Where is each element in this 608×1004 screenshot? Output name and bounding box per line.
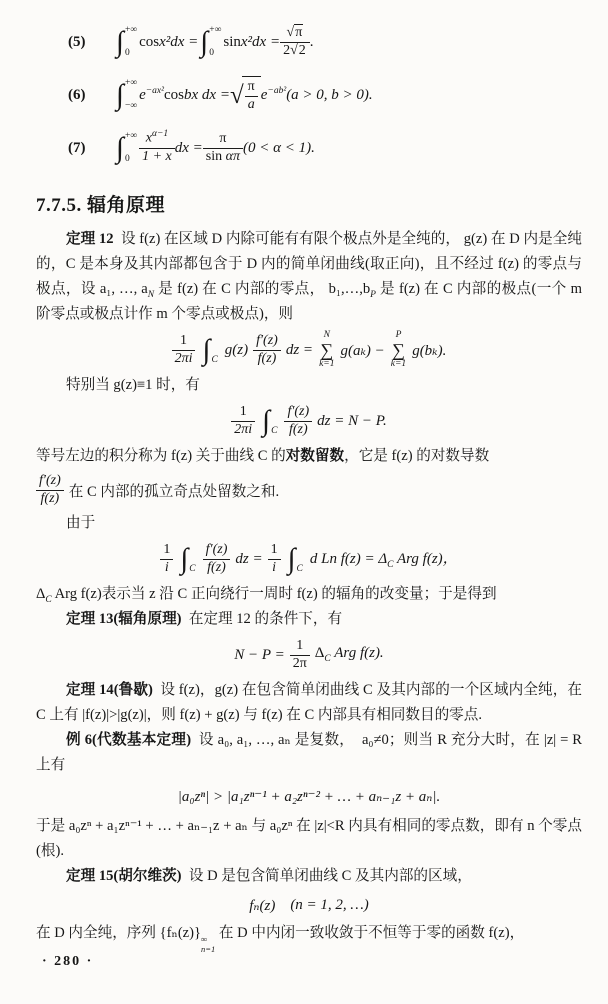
integral-sign: ∫ — [116, 25, 124, 58]
sigma-sign: ∑ — [392, 340, 405, 360]
fraction — [268, 542, 281, 577]
special-case-text: 特别当 g(z)≡1 时，有 — [66, 377, 200, 393]
sqrt-sign: √ — [286, 24, 295, 40]
text: Arg f(z)表示当 z 沿 C 正向绕行一周时 f(z) 的辐角的改变量；于是得到 — [51, 586, 497, 602]
arg-change-formula — [36, 539, 582, 579]
n-minus-p-integral-formula — [36, 401, 582, 441]
text: Arg f(z). — [330, 645, 384, 662]
argument-principle-formula — [36, 635, 582, 675]
fraction-denominator: i — [164, 559, 169, 575]
equals-part: dz = — [235, 550, 263, 567]
integral-sign: ∫ — [202, 333, 211, 366]
sum-upper: N — [323, 329, 330, 340]
example-6-conclusion-paragraph — [36, 814, 582, 864]
fraction-denominator: 2πi — [234, 421, 253, 437]
sin-function: sin — [205, 148, 223, 164]
fraction-numerator: π — [203, 131, 243, 149]
theorem-15-continuation-paragraph — [36, 921, 582, 955]
integral-sign: ∫ — [200, 25, 209, 58]
fraction-denominator: 2πi — [174, 350, 193, 366]
theorem-12-text: 设 f(z) 在区域 D 内除可能有有限个极点外是全纯的， g(z) 在 D 内是全纯的，C 是本身及其内部都包含于 D 内的简单闭曲线(取正向)，且不经过 f(z) 的零点与极点，设 a₁, …, a — [36, 231, 582, 297]
subscript-P: P — [370, 289, 376, 300]
integral — [116, 26, 137, 59]
delta-symbol: Δ — [314, 645, 325, 662]
fraction-denominator — [203, 149, 243, 166]
example-6-label: 例 6(代数基本定理) — [66, 732, 192, 748]
fraction — [253, 333, 281, 368]
fraction-numerator: f′(z) — [253, 333, 281, 351]
fraction-numerator: f′(z) — [36, 473, 64, 491]
fraction-denominator: 1 + x — [142, 148, 172, 164]
integral-sign: ∫ — [287, 542, 296, 575]
text: 于是 a₀zⁿ + a₁zⁿ⁻¹ + … + aₙ₋₁z + aₙ 与 a₀zⁿ 在 |z|<R 内具有相同的零点数，即有 n 个零点(根). — [36, 818, 582, 859]
sin-argument: απ — [225, 148, 241, 164]
fraction-numerator: 1 — [172, 333, 196, 351]
term: g(aₖ) − — [340, 342, 385, 359]
x-base: x — [145, 131, 152, 147]
term: g(bₖ). — [412, 342, 447, 359]
bold-term-log-residue: 对数留数 — [285, 448, 345, 464]
integral-sign: ∫ — [116, 78, 124, 111]
exponent: −ax² — [145, 85, 164, 96]
page-number: · 280 · — [42, 954, 94, 969]
sub-n-equals-1: n=1 — [201, 943, 216, 954]
theorem-15-text: 设 D 是包含简单闭曲线 C 及其内部的区域， — [181, 868, 472, 884]
g-of-z: g(z) — [224, 341, 249, 358]
theorem-13-label: 定理 13(辐角原理) — [66, 611, 182, 627]
exp-term — [139, 87, 164, 104]
fraction-numerator: f′(z) — [203, 542, 231, 560]
cos-function: cos — [139, 33, 160, 50]
fn-term: fₙ(z) — [249, 897, 276, 914]
integral-limits — [211, 335, 217, 365]
fraction — [203, 131, 243, 166]
upper-limit: +∞ — [124, 24, 138, 35]
fraction — [280, 25, 310, 60]
fraction — [172, 333, 196, 368]
fraction-denominator: a — [247, 97, 255, 112]
integral-sign: ∫ — [262, 404, 271, 437]
text: ，它是 f(z) 的对数导数 — [344, 448, 490, 464]
polynomial-inequality-formula — [36, 781, 582, 811]
integrand: x²dx = — [159, 33, 199, 50]
log-residue-paragraph-line2 — [36, 469, 582, 511]
integral-sign: ∫ — [116, 131, 124, 164]
text: Arg f(z)， — [393, 551, 458, 568]
condition: (a > 0, b > 0). — [286, 86, 373, 103]
index-condition: (n = 1, 2, …) — [290, 896, 369, 913]
theorem-13-line — [36, 607, 582, 632]
special-case-line — [36, 373, 582, 398]
lower-limit: −∞ — [124, 101, 138, 111]
radicand: 2 — [298, 42, 306, 58]
theorem-14-paragraph — [36, 678, 582, 728]
upper-limit: +∞ — [124, 130, 138, 141]
lower-limit: 0 — [124, 48, 130, 58]
integrand: bx dx = — [184, 86, 230, 103]
contour-integral — [262, 406, 277, 436]
delta-symbol: Δ — [36, 586, 46, 602]
equals-part: dz = N − P. — [317, 412, 387, 429]
fraction-numerator — [139, 130, 175, 148]
upper-limit: +∞ — [209, 24, 222, 35]
integral-limits — [125, 132, 137, 165]
theorem-12-text: 是 f(z) 在 C 内部的零点， b₁,…,b — [154, 281, 371, 297]
fraction — [203, 542, 231, 577]
integrand: dx = — [174, 139, 203, 156]
fraction-denominator: f(z) — [288, 421, 308, 437]
section-heading: 7.7.5. 辐角原理 — [36, 195, 166, 216]
example-6-paragraph — [36, 728, 582, 778]
sup-infinity: ∞ — [201, 934, 208, 944]
fraction — [36, 473, 64, 508]
text: d Ln f(z) = Δ — [309, 551, 388, 568]
formula-7 — [36, 126, 582, 170]
fraction — [284, 404, 312, 439]
integral-limits — [125, 26, 137, 59]
subscript-C: C — [45, 594, 52, 605]
sum-lower: k=1 — [390, 359, 407, 369]
fraction-numerator: 1 — [290, 638, 310, 656]
since-text: 由于 — [66, 515, 96, 531]
text: 在 D 中内闭一致收敛于不恒等于零的函数 f(z)， — [215, 925, 525, 941]
sequence-limits — [201, 935, 215, 955]
fraction-numerator: 1 — [160, 542, 173, 560]
radicand — [242, 76, 261, 114]
arg-term — [315, 645, 384, 665]
integral-limits — [209, 26, 221, 59]
fraction — [139, 130, 175, 165]
lower-limit: 0 — [124, 154, 130, 164]
fraction-denominator: i — [272, 559, 277, 575]
since-line — [36, 511, 582, 536]
formula-5 — [36, 20, 582, 64]
sin-function: sin — [223, 33, 241, 50]
lower-limit: 0 — [209, 48, 214, 58]
contour-integral — [288, 544, 303, 574]
formula-6-label: (6) — [68, 86, 86, 103]
contour-integral — [202, 335, 217, 365]
integral — [200, 26, 221, 59]
subscript-C: C — [387, 560, 394, 571]
theorem-14-label: 定理 14(鲁歇) — [66, 682, 153, 698]
formula-6 — [36, 73, 582, 117]
summation — [319, 331, 334, 370]
theorem-12-paragraph — [36, 227, 582, 327]
sigma-sign: ∑ — [320, 340, 334, 360]
subscript-N: N — [147, 289, 155, 300]
fraction — [160, 542, 173, 577]
fraction — [231, 404, 255, 439]
text: 等号左边的积分称为 f(z) 关于曲线 C 的 — [36, 448, 286, 464]
summation — [391, 331, 406, 370]
integral — [116, 132, 137, 165]
sqrt-sign: √ — [229, 81, 244, 109]
theorem-15-line — [36, 864, 582, 889]
period: . — [309, 33, 314, 50]
theorem-12-text: 是 f(z) 在 C 内部的极点(一个 m 阶零点或极点计作 m 个零点或极点)，则 — [36, 281, 582, 322]
cos-function: cos — [164, 86, 184, 103]
fraction-denominator: f(z) — [40, 490, 60, 506]
theorem-12-label: 定理 12 — [66, 231, 114, 247]
radicand: π — [295, 24, 303, 40]
sqrt-sign: 2√ — [283, 42, 298, 58]
fraction-numerator: π — [245, 79, 258, 97]
dln-term — [310, 547, 458, 571]
lower-limit: C — [271, 425, 278, 436]
fraction-denominator: f(z) — [257, 350, 277, 366]
sqrt — [230, 76, 261, 114]
arg-meaning-paragraph — [36, 582, 582, 607]
log-residue-paragraph-line1 — [36, 444, 582, 469]
e-base: e — [260, 86, 268, 103]
theorem-14-text: 设 f(z)，g(z) 在包含简单闭曲线 C 及其内部的一个区域内全纯，在 C 上有 |f(z)|>|g(z)|，则 f(z) + g(z) 与 f(z) 在 C 内部具有相同数目的零点. — [36, 682, 582, 723]
integral — [116, 79, 137, 112]
text: 在 C 内部的孤立奇点处留数之和. — [68, 483, 280, 500]
integral-limits — [125, 79, 137, 112]
lower-limit: C — [211, 354, 218, 365]
integral-sign: ∫ — [180, 542, 189, 575]
n-minus-p: N − P = — [234, 646, 285, 663]
lower-limit: C — [189, 563, 196, 574]
integrand: x²dx = — [240, 33, 281, 50]
exponent: α−1 — [151, 129, 169, 140]
theorem-15-label: 定理 15(胡尔维茨) — [66, 868, 182, 884]
formula-7-label: (7) — [68, 139, 86, 156]
lower-limit: C — [296, 563, 303, 574]
contour-integral — [180, 544, 195, 574]
condition: (0 < α < 1). — [243, 139, 315, 156]
function-sequence-formula — [36, 892, 582, 918]
fraction — [245, 79, 258, 114]
fraction-numerator: f′(z) — [284, 404, 312, 422]
integral-limits — [271, 406, 277, 436]
logarithmic-residue-formula — [36, 330, 582, 370]
theorem-13-text: 在定理 12 的条件下，有 — [181, 611, 343, 627]
e-base: e — [139, 86, 146, 103]
fraction-numerator — [280, 25, 310, 43]
integral-limits — [297, 544, 303, 574]
sum-upper: P — [395, 329, 402, 340]
formula-5-label: (5) — [68, 33, 86, 50]
subscript-C: C — [324, 654, 331, 665]
fraction-denominator — [280, 43, 310, 60]
exponent: −ab² — [267, 85, 287, 96]
fraction-numerator: 1 — [268, 542, 281, 560]
exp-term — [261, 87, 286, 104]
inequality: |a₀zⁿ| > |a₁zⁿ⁻¹ + a₂zⁿ⁻² + … + aₙ₋₁z + aₙ|. — [177, 788, 441, 805]
fraction — [290, 638, 310, 673]
fraction-denominator: f(z) — [207, 559, 226, 575]
sum-lower: k=1 — [319, 359, 335, 369]
example-6-text: 设 a₀, a₁, …, aₙ 是复数， a₀≠0；则当 R 充分大时，在 |z| = R 上有 — [36, 732, 582, 773]
text: 在 D 内全纯，序列 {fₙ(z)} — [36, 925, 202, 941]
equals-part: dz = — [285, 341, 314, 358]
upper-limit: +∞ — [124, 77, 138, 88]
fraction-denominator: 2π — [292, 655, 307, 671]
fraction-numerator: 1 — [231, 404, 255, 422]
integral-limits — [189, 544, 195, 574]
